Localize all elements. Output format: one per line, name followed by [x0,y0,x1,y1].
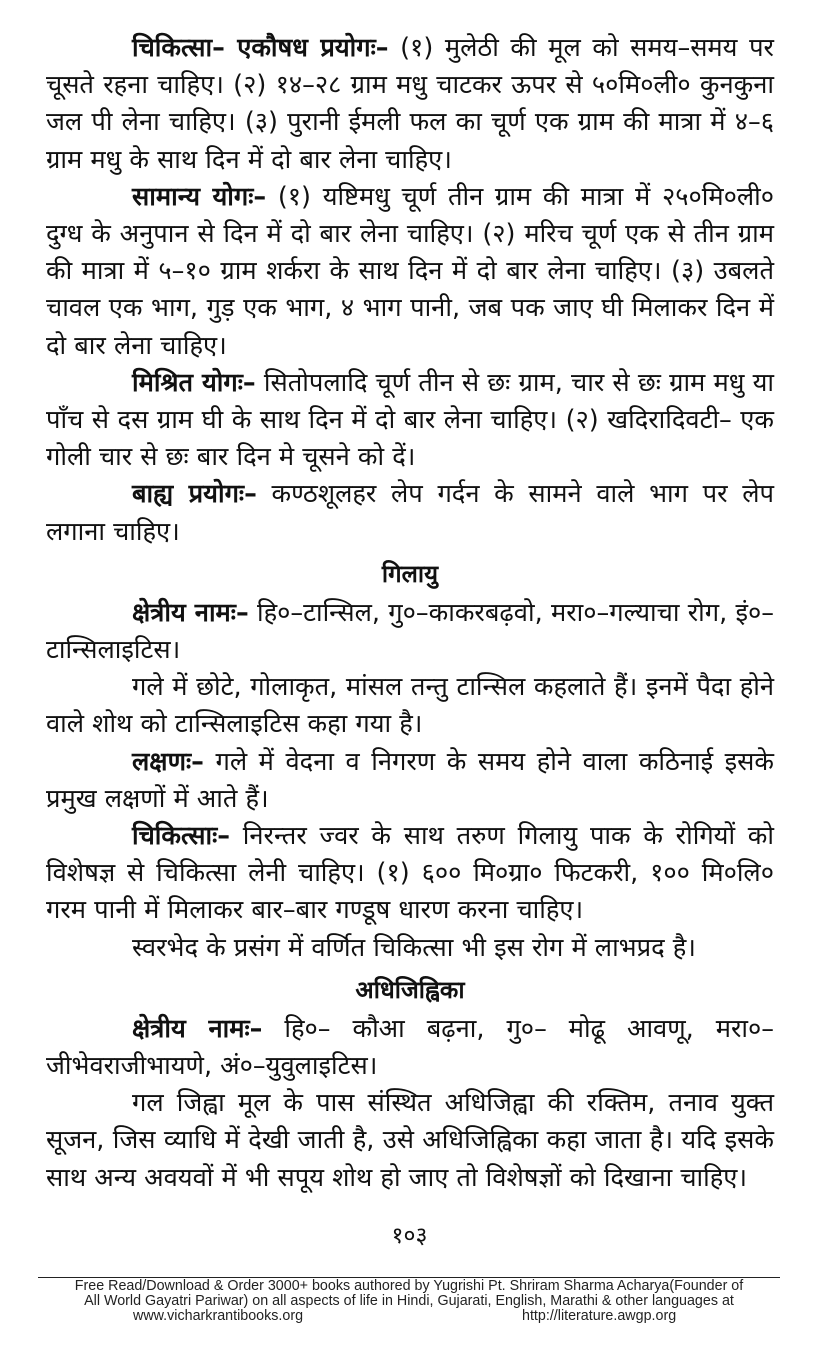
paragraph-text: कण्ठशूलहर लेप गर्दन के सामने वाले भाग पर लेप लगाना चाहिए। [46,479,774,547]
paragraph-text: निरन्तर ज्वर के साथ तरुण गिलायु पाक के रोगियों को विशेषज्ञ से चिकित्सा लेनी चाहिए। (१) ६०० मि०ग्रा० फिटकरी, १०० मि०लि० गरम पानी में मिलाकर बार–बार गण्डूष धारण करना चाहिए। [46,821,774,926]
paragraph-treatment-single [46,30,774,179]
footer-link-awgp[interactable]: http://literature.awgp.org [522,1308,677,1324]
paragraph-regional-names [46,1011,774,1085]
paragraph-text: गले में छोटे, गोलाकृत, मांसल तन्तु टान्सिल कहलाते हैं। इनमें पैदा होने वाले शोथ को टान्सिलाइटिस कहा गया है। [46,672,774,740]
paragraph-lead: मिश्रित योगः– [132,367,256,398]
section-heading-adhijihvika: अधिजिह्विका [355,975,465,1004]
footer-link-vicharkrantibooks[interactable]: www.vicharkrantibooks.org [133,1308,304,1324]
paragraph-text: (१) यष्टिमधु चूर्ण तीन ग्राम की मात्रा में २५०मि०ली० दुग्ध के अनुपान से दिन में दो बार लेना चाहिए। (२) मरिच चूर्ण एक से तीन ग्राम की मात्रा में ५–१० ग्राम शर्करा के साथ दिन में दो बार लेना चाहिए। (३) उबलते चावल एक भाग, गुड़ एक भाग, ४ भाग पानी, जब पक जाए घी मिलाकर दिन में दो बार लेना चाहिए। [46,181,774,361]
paragraph-external-use [46,476,774,550]
paragraph-lead: क्षेत्रीय नामः– [132,1013,263,1044]
paragraph-lead: क्षेत्रीय नामः– [132,597,249,628]
paragraph-lead: सामान्य योगः– [132,181,267,212]
paragraph-general-formula [46,179,774,365]
paragraph-treatment [46,818,774,930]
paragraph-text: गले में वेदना व निगरण के समय होने वाला कठिनाई इसके प्रमुख लक्षणों में आते हैं। [46,746,774,814]
footer [38,1279,780,1325]
paragraph-regional-names [46,595,774,669]
paragraph-text: गल जिह्वा मूल के पास संस्थित अधिजिह्वा की रक्तिम, तनाव युक्त सूजन, जिस व्याधि में देखी जाती है, उसे अधिजिह्विका कहा जाता है। यदि इसके साथ अन्य अवयवों में भी सपूय शोथ हो जाए तो विशेषज्ञों को दिखाना चाहिए। [46,1088,774,1193]
paragraph-text: स्वरभेद के प्रसंग में वर्णित चिकित्सा भी इस रोग में लाभप्रद है। [132,932,696,963]
page-body [46,30,774,1197]
paragraph-lead: चिकित्सा– एकौषध प्रयोगः– [132,33,389,63]
paragraph-lead: चिकित्साः– [132,821,231,852]
paragraph-description [46,1085,774,1197]
paragraph-lead: लक्षणः– [132,746,204,777]
paragraph-note [46,930,774,967]
footer-line-2: All World Gayatri Pariwar) on all aspects of life in Hindi, Gujarati, English, Marathi & other languages at [84,1293,734,1309]
paragraph-text: (१) मुलेठी की मूल को समय–समय पर चूसते रहना चाहिए। (२) १४–२८ ग्राम मधु चाटकर ऊपर से ५०मि०ली० कुनकुना जल पी लेना चाहिए। (३) पुरानी ईमली फल का चूर्ण एक ग्राम की मात्रा में ४–६ ग्राम मधु के साथ दिन में दो बार लेना चाहिए। [46,33,774,175]
paragraph-lead: बाह्य प्रयोगः– [132,479,257,510]
paragraph-description [46,669,774,743]
page-number: १०३ [391,1223,428,1249]
paragraph-text: सितोपलादि चूर्ण तीन से छः ग्राम, चार से छः ग्राम मधु या पाँच से दस ग्राम घी के साथ दिन में दो बार लेना चाहिए। (२) खदिरादिवटी– एक गोली चार से छः बार दिन मे चूसने को दें। [46,367,775,473]
paragraph-mixed-formula [46,365,774,477]
footer-line-1: Free Read/Download & Order 3000+ books authored by Yugrishi Pt. Shriram Sharma Acharya(Founder of [74,1278,744,1294]
footer-links [38,1309,780,1325]
paragraph-symptoms [46,744,774,818]
paragraph-text: हि०–टान्सिल, गु०–काकरबढ़वो, मरा०–गल्याचा रोग, इं०–टान्सिलाइटिस। [46,597,774,666]
paragraph-text: हि०– कौआ बढ़ना, गु०– मोढू आवणू, मरा०– जीभेवराजीभायणे, अं०–युवुलाइटिस। [46,1013,774,1082]
section-heading-gilayu: गिलायु [381,559,439,588]
